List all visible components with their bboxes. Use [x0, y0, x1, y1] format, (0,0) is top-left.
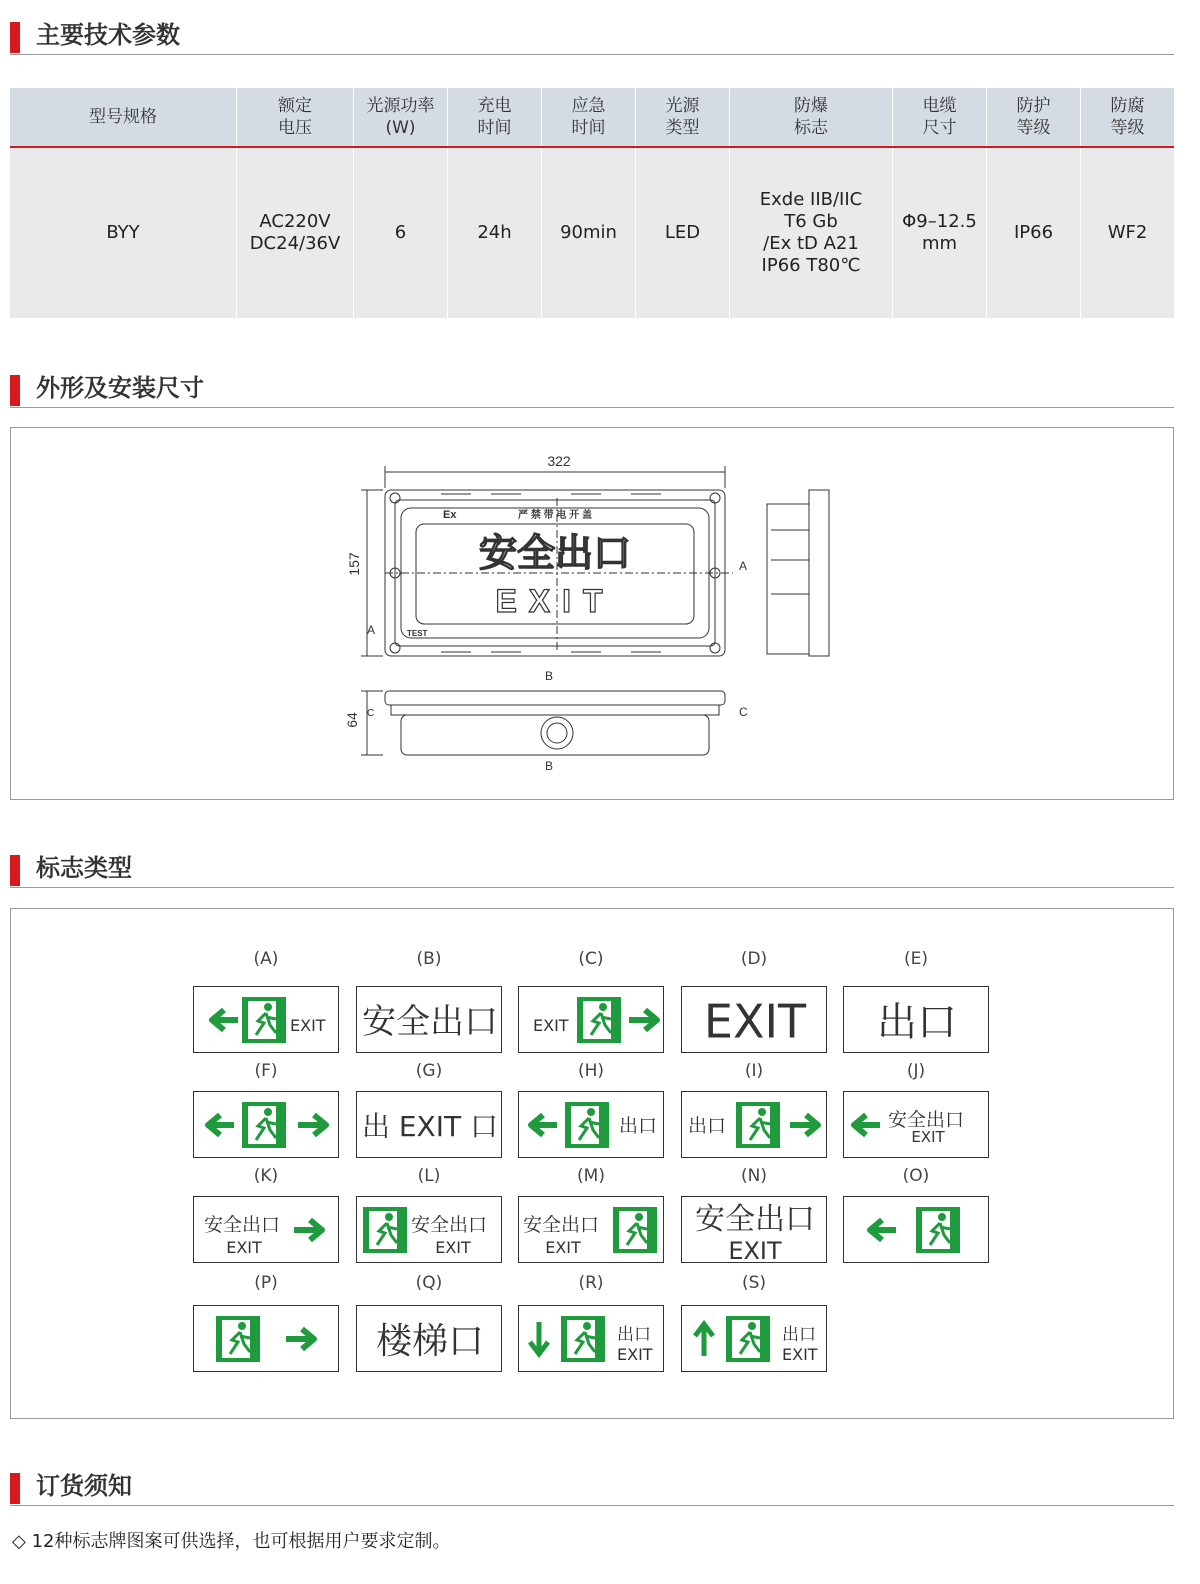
section-marker [10, 375, 20, 406]
running-man-icon [577, 997, 621, 1043]
section-mark-a-left: A [367, 623, 376, 637]
section-marker [10, 22, 20, 53]
sign-text: 安全出口 [411, 1214, 488, 1236]
arrow-left-icon [854, 1115, 880, 1135]
sign-text: 安全出口 [888, 1109, 965, 1131]
warning-text: 严 禁 带 电 开 盖 [518, 510, 592, 521]
exit-sign-option[interactable] [843, 986, 989, 1053]
exit-sign-option[interactable] [518, 1305, 664, 1372]
spec-value-cell: WF2 [1080, 148, 1174, 318]
sign-subtext: EXIT [728, 1237, 782, 1262]
sign-label: (D) [740, 949, 768, 969]
arrow-right-icon [286, 1329, 314, 1349]
height-dimension: 157 [346, 552, 362, 576]
arrow-left-icon [208, 1115, 234, 1135]
sign-graphic [357, 1306, 501, 1371]
sign-label: (C) [578, 949, 604, 969]
spec-header-cell: 防爆 标志 [729, 88, 892, 146]
section-header-signs [10, 851, 1174, 888]
sign-text: 安全出口 [695, 1202, 815, 1237]
arrow-left-icon [531, 1115, 557, 1135]
running-man-icon [242, 1102, 286, 1148]
sign-text: EXIT [533, 1016, 569, 1035]
ex-mark: Ex [443, 509, 457, 521]
sign-graphic [682, 1306, 826, 1371]
running-man-icon [916, 1207, 960, 1253]
spec-value-cell: 90min [541, 148, 635, 318]
sign-text: EXIT [703, 994, 807, 1049]
spec-header-cell: 光源 类型 [635, 88, 729, 146]
sign-label: (E) [903, 949, 928, 969]
test-label: TEST [407, 629, 428, 638]
section-title: 标志类型 [36, 854, 132, 882]
sign-label: (Q) [415, 1273, 443, 1293]
sign-types-panel [10, 908, 1174, 1419]
sign-text: 安全出口 [204, 1214, 281, 1236]
spec-header-cell: 充电 时间 [447, 88, 541, 146]
sign-graphic [519, 1092, 663, 1157]
exit-sign-option[interactable] [193, 1091, 339, 1158]
arrow-right-icon [294, 1220, 322, 1240]
sign-graphic [194, 1092, 338, 1157]
sign-subtext: EXIT [545, 1238, 581, 1257]
sign-graphic [844, 987, 988, 1052]
sign-label: (H) [577, 1061, 605, 1081]
running-man-icon [561, 1316, 605, 1362]
section-header-order [10, 1469, 1174, 1506]
width-dimension: 322 [547, 453, 571, 469]
sign-graphic [194, 1306, 338, 1371]
sign-graphic [682, 1197, 826, 1262]
spec-header-cell: 防护 等级 [986, 88, 1080, 146]
spec-table [10, 88, 1174, 318]
running-man-icon [565, 1102, 609, 1148]
arrow-right-icon [629, 1010, 657, 1030]
spec-value-cell: 24h [447, 148, 541, 318]
drawing-sign-en: EXIT [495, 583, 615, 619]
sign-text: EXIT [290, 1016, 326, 1035]
sign-text: 楼梯口 [375, 1320, 485, 1362]
dimension-drawing [11, 428, 1173, 799]
dimension-drawing-panel [10, 427, 1174, 800]
spec-value-cell: 6 [353, 148, 447, 318]
spec-header-cell: 防腐 等级 [1080, 88, 1174, 146]
sign-text: 出口 [617, 1325, 651, 1345]
spec-header-cell: 光源功率 (W) [353, 88, 447, 146]
sign-graphic [357, 1197, 501, 1262]
arrow-down-icon [530, 1322, 548, 1354]
sign-label: (R) [578, 1273, 604, 1293]
exit-sign-option[interactable] [843, 1196, 989, 1263]
running-man-icon [363, 1207, 407, 1253]
exit-sign-option[interactable] [356, 1091, 502, 1158]
sign-text: 出 EXIT 口 [361, 1110, 499, 1144]
spec-value-cell: LED [635, 148, 729, 318]
running-man-icon [216, 1316, 260, 1362]
order-note: ◇ 12种标志牌图案可供选择，也可根据用户要求定制。 [12, 1531, 451, 1552]
exit-sign-option[interactable] [518, 986, 664, 1053]
arrow-up-icon [695, 1324, 713, 1356]
depth-dimension: 64 [344, 712, 360, 728]
drawing-sign-cn: 安全出口 [478, 533, 632, 575]
running-man-icon [613, 1207, 657, 1253]
sign-text: 出口 [619, 1115, 658, 1137]
sign-label: (K) [253, 1166, 279, 1186]
sign-graphic [357, 1092, 501, 1157]
running-man-icon [242, 997, 286, 1043]
spec-value-cell: Φ9–12.5 mm [892, 148, 986, 318]
sign-text: 出口 [877, 999, 957, 1046]
sign-label: (B) [416, 949, 442, 969]
sign-label: (G) [415, 1061, 443, 1081]
spec-header-cell: 应急 时间 [541, 88, 635, 146]
sign-subtext: EXIT [911, 1128, 945, 1146]
sign-graphic [519, 987, 663, 1052]
sign-graphic [194, 987, 338, 1052]
exit-sign-option[interactable] [518, 1091, 664, 1158]
sign-label: (I) [744, 1061, 764, 1081]
sign-text: 出口 [688, 1115, 727, 1137]
sign-graphic [194, 1197, 338, 1262]
sign-graphic [357, 987, 501, 1052]
arrow-left-icon [870, 1220, 896, 1240]
section-mark-b-bottom: B [545, 759, 554, 773]
section-mark-c-right: C [739, 705, 748, 719]
sign-label: (L) [417, 1166, 441, 1186]
exit-sign-option[interactable] [193, 986, 339, 1053]
sign-graphic [844, 1197, 988, 1262]
sign-text: 安全出口 [523, 1214, 600, 1236]
spec-header-cell: 电缆 尺寸 [892, 88, 986, 146]
sign-graphic [519, 1306, 663, 1371]
sign-label: (F) [254, 1061, 278, 1081]
exit-sign-option[interactable] [681, 1091, 827, 1158]
section-mark-a-right: A [739, 559, 748, 573]
sign-graphic [682, 987, 826, 1052]
sign-graphic [519, 1197, 663, 1262]
sign-label: (A) [253, 949, 279, 969]
sign-label: (O) [902, 1166, 930, 1186]
exit-sign-option[interactable] [356, 986, 502, 1053]
exit-sign-option[interactable] [681, 1305, 827, 1372]
sign-graphic [682, 1092, 826, 1157]
arrow-right-icon [298, 1115, 326, 1135]
exit-sign-option[interactable] [356, 1305, 502, 1372]
running-man-icon [736, 1102, 780, 1148]
sign-label: (J) [906, 1061, 926, 1081]
section-title: 主要技术参数 [36, 21, 180, 49]
sign-text: 出口 [782, 1325, 816, 1345]
spec-header-cell: 型号规格 [89, 107, 157, 127]
exit-sign-option[interactable] [193, 1305, 339, 1372]
sign-subtext: EXIT [782, 1345, 818, 1364]
section-mark-c-left: C [367, 708, 375, 719]
exit-sign-option[interactable] [681, 1196, 827, 1263]
exit-sign-option[interactable] [193, 1196, 339, 1263]
sign-text: 安全出口 [362, 1002, 498, 1043]
sign-subtext: EXIT [226, 1238, 262, 1257]
section-marker [10, 1473, 20, 1504]
arrow-left-icon [212, 1010, 238, 1030]
sign-label: (P) [254, 1273, 278, 1293]
section-header-dimensions [10, 371, 1174, 408]
arrow-right-icon [790, 1115, 818, 1135]
sign-label: (S) [741, 1273, 767, 1293]
section-mark-b-top: B [545, 669, 554, 683]
section-marker [10, 855, 20, 886]
exit-sign-option[interactable] [843, 1091, 989, 1158]
sign-label: (M) [577, 1166, 605, 1186]
spec-value-cell: AC220V DC24/36V [236, 148, 353, 318]
section-header-params [10, 18, 1174, 55]
spec-value-cell: Exde IIB/IIC T6 Gb /Ex tD A21 IP66 T80℃ [729, 148, 892, 318]
spec-value-cell: IP66 [986, 148, 1080, 318]
running-man-icon [726, 1316, 770, 1362]
exit-sign-option[interactable] [681, 986, 827, 1053]
section-title: 外形及安装尺寸 [36, 374, 204, 402]
section-title: 订货须知 [36, 1472, 132, 1500]
sign-label: (N) [741, 1166, 767, 1186]
spec-header-cell: 额定 电压 [236, 88, 353, 146]
exit-sign-option[interactable] [356, 1196, 502, 1263]
sign-graphic [844, 1092, 988, 1157]
sign-subtext: EXIT [435, 1238, 471, 1257]
sign-subtext: EXIT [617, 1345, 653, 1364]
exit-sign-option[interactable] [518, 1196, 664, 1263]
spec-value-cell: BYY [106, 222, 140, 243]
